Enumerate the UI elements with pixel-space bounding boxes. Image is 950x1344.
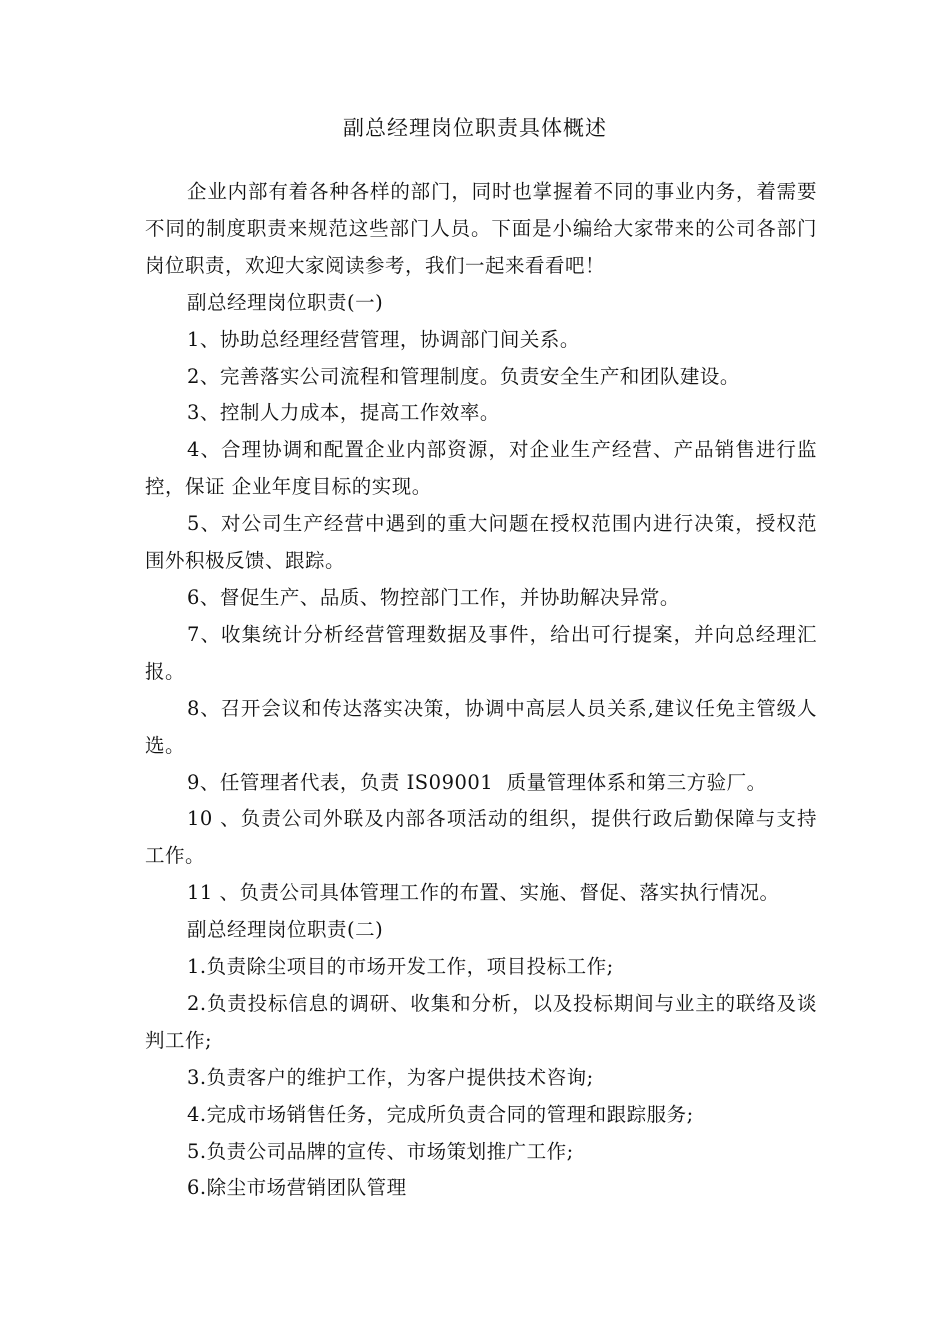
duty-item: 6、督促生产、品质、物控部门工作，并协助解决异常。 <box>187 585 680 609</box>
section-heading-2: 副总经理岗位职责(二) <box>187 918 384 942</box>
duty-item: 5.负责公司品牌的宣传、市场策划推广工作; <box>187 1139 574 1163</box>
duty-item: 9、任管理者代表，负责 IS09001 质量管理体系和第三方验厂。 <box>187 770 767 794</box>
duty-item: 2.负责投标信息的调研、收集和分析，以及投标期间与业主的联络及谈判工作; <box>145 991 817 1052</box>
duty-item: 10 、负责公司外联及内部各项活动的组织，提供行政后勤保障与支持工作。 <box>145 807 817 868</box>
duty-item: 8、召开会议和传达落实决策，协调中高层人员关系,建议任免主管级人选。 <box>145 696 817 757</box>
duty-item: 5、对公司生产经营中遇到的重大问题在授权范围内进行决策，授权范围外积极反馈、跟踪。 <box>145 512 817 573</box>
duty-item: 11 、负责公司具体管理工作的布置、实施、督促、落实执行情况。 <box>187 881 780 905</box>
section-heading-1: 副总经理岗位职责(一) <box>187 290 384 314</box>
document-body <box>145 174 817 1207</box>
duty-item: 7、收集统计分析经营管理数据及事件，给出可行提案，并向总经理汇报。 <box>145 622 817 683</box>
duty-item: 1.负责除尘项目的市场开发工作，项目投标工作; <box>187 955 614 979</box>
document-title: 副总经理岗位职责具体概述 <box>343 116 607 140</box>
duty-item: 6.除尘市场营销团队管理 <box>187 1176 407 1200</box>
duty-item: 3、控制人力成本，提高工作效率。 <box>187 401 500 425</box>
intro-paragraph: 企业内部有着各种各样的部门，同时也掌握着不同的事业内务，着需要不同的制度职责来规范这些部门人员。下面是小编给大家带来的公司各部门岗位职责，欢迎大家阅读参考，我们一起来看看吧！ <box>145 180 817 277</box>
duty-item: 2、完善落实公司流程和管理制度。负责安全生产和团队建设。 <box>187 364 740 388</box>
duty-item: 1、协助总经理经营管理，协调部门间关系。 <box>187 327 580 351</box>
duty-item: 4.完成市场销售任务，完成所负责合同的管理和跟踪服务; <box>187 1102 694 1126</box>
duty-item: 4、合理协调和配置企业内部资源，对企业生产经营、产品销售进行监控，保证 企业年度目标的实现。 <box>145 438 817 499</box>
duty-item: 3.负责客户的维护工作，为客户提供技术咨询; <box>187 1065 594 1089</box>
